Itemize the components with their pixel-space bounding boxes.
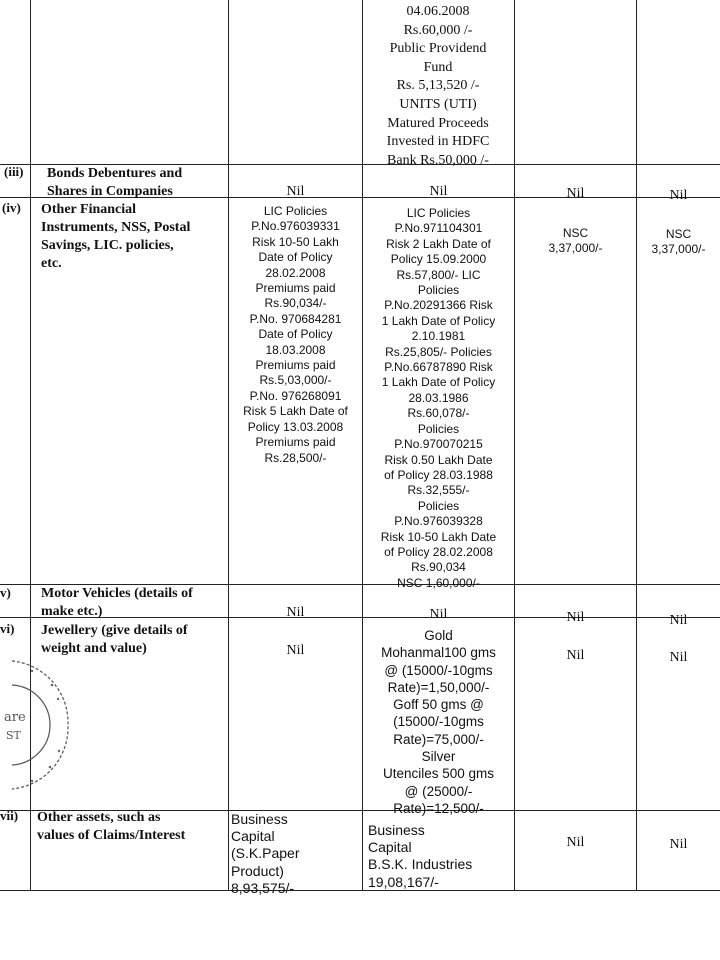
table-col-divider-3 xyxy=(514,0,515,890)
row-vii-col4: Nil xyxy=(566,835,585,850)
seal-dot-1 xyxy=(51,684,54,687)
table-col-divider-4 xyxy=(636,0,637,890)
row-iii-col3: Nil xyxy=(429,184,448,199)
seal-inner-ring xyxy=(12,685,50,765)
row-vii-col5: Nil xyxy=(669,837,688,852)
row-vi-col2: Nil xyxy=(286,643,305,658)
row-iii-col4: Nil xyxy=(566,186,585,201)
seal-stamp xyxy=(0,655,82,795)
row-vi-roman: vi) xyxy=(0,621,15,636)
row-v-col3: Nil xyxy=(429,607,448,622)
row-vii-description: Other assets, such as values of Claims/Interest xyxy=(37,810,186,843)
row-vi-description: Jewellery (give details of weight and value) xyxy=(41,623,188,656)
seal-dot-2 xyxy=(57,698,59,700)
row-vii-col3: Business Capital B.S.K. Industries 19,08,167/- xyxy=(368,822,473,890)
row-iv-col3: LIC Policies P.No.971104301 Risk 2 Lakh Date of Policy 15.09.2000 Rs.57,800/- LIC Policies P.No.20291366 Risk 1 Lakh Date of Policy 2.10.1981 Rs.25,805/- Policies P.No.66787890 Risk 1 Lakh Date of Policy 28.03.1986 Rs.60,078/- Policies P.No.970070215 Risk 0.50 Lakh Date of Policy 28.03.1988 Rs.32,555/- Policies P.No.976039328 Risk 10-50 Lakh Date of Policy 28.02.2008 Rs.90,034 NSC 1,60,000/- xyxy=(380,206,497,590)
row-v-roman: v) xyxy=(0,585,11,600)
row-vi-col5: Nil xyxy=(669,650,688,665)
row-iii-col5: Nil xyxy=(669,188,688,203)
row-vii-roman: vii) xyxy=(0,808,19,823)
seal-fragment-1: are xyxy=(4,710,26,725)
seal-fragment-2: ST xyxy=(6,729,21,742)
row-iii-roman: (iii) xyxy=(4,164,24,179)
row-iii-description: Bonds Debentures and Shares in Companies xyxy=(47,166,183,199)
row-iv-col4: NSC 3,37,000/- xyxy=(548,226,603,256)
row-iii-col2: Nil xyxy=(286,184,305,199)
row-vi-col3: Gold Mohanmal100 gms @ (15000/-10gms Rate)=1,50,000/- Goff 50 gms @ (15000/-10gms Rate)=75,000/- Silver Utenciles 500 gms @ (25000/- Rate)=12,500/- xyxy=(381,628,496,816)
row-iv-roman: (iv) xyxy=(2,200,21,215)
continuation-col3-text: 04.06.2008 Rs.60,000 /- Public Providend Fund Rs. 5,13,520 /- UNITS (UTI) Matured Proceeds Invested in HDFC Bank Rs.50,000 /- xyxy=(386,4,490,168)
row-iv-col5: NSC 3,37,000/- xyxy=(651,227,706,257)
row-v-col5: Nil xyxy=(669,613,688,628)
row-iv-description: Other Financial Instruments, NSS, Postal Savings, LIC. policies, etc. xyxy=(41,202,191,271)
seal-dot-3 xyxy=(58,750,60,752)
row-v-col2: Nil xyxy=(286,605,305,620)
seal-dot-4 xyxy=(49,766,52,769)
row-v-description: Motor Vehicles (details of make etc.) xyxy=(41,586,193,619)
row-vii-col2: Business Capital (S.K.Paper Product) 8,93,575/- xyxy=(231,811,300,896)
seal-outer-ring xyxy=(12,661,68,789)
row-vi-col4: Nil xyxy=(566,648,585,663)
seal-dot-5 xyxy=(31,670,33,672)
row-iv-col2: LIC Policies P.No.976039331 Risk 10-50 Lakh Date of Policy 28.02.2008 Premiums paid Rs.90,034/- P.No. 970684281 Date of Policy 18.03.2008 Premiums paid Rs.5,03,000/- P.No. 976268091 Risk 5 Lakh Date of Policy 13.03.2008 Premiums paid Rs.28,500/- xyxy=(243,204,348,465)
seal-dot-6 xyxy=(31,780,33,782)
row-v-col4: Nil xyxy=(566,610,585,625)
